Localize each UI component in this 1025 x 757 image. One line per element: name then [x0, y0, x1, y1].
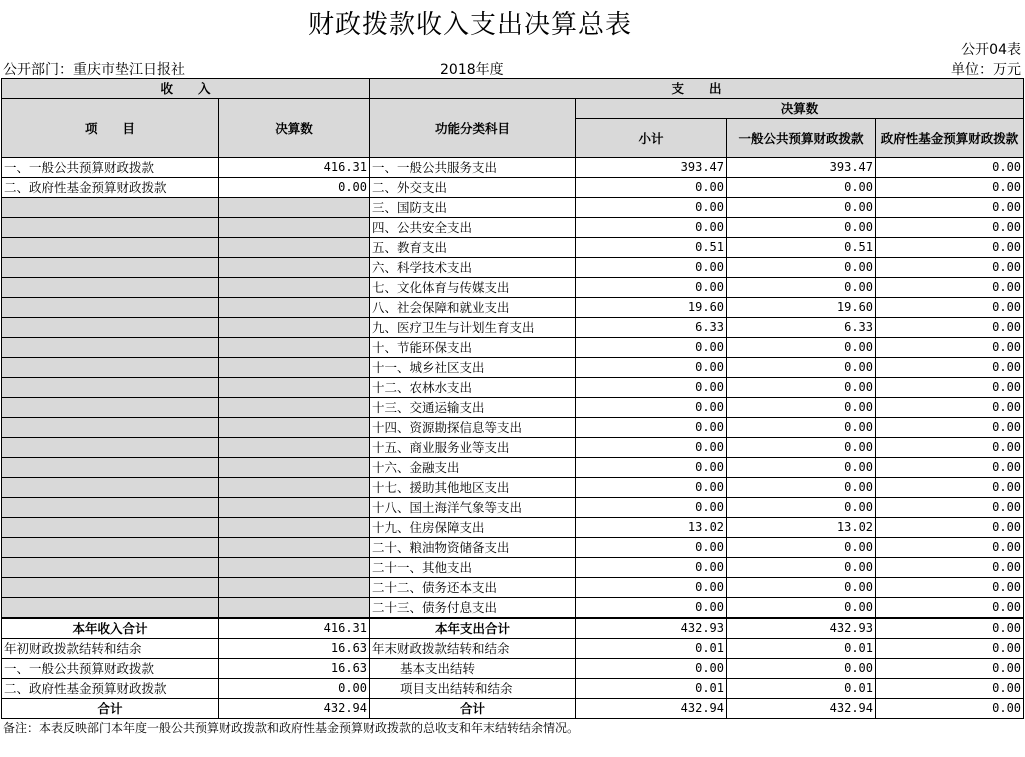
expense-gov-fund-value: 0.00 [876, 699, 1024, 719]
expense-item-label: 十、节能环保支出 [370, 338, 576, 358]
expense-gov-fund-value: 0.00 [876, 538, 1024, 558]
expense-item-label: 十八、国土海洋气象等支出 [370, 498, 576, 518]
expense-gov-fund-value: 0.00 [876, 158, 1024, 178]
final-amount-header: 决算数 [219, 99, 370, 158]
income-item-label [2, 478, 219, 498]
expense-subtotal-value: 0.00 [576, 218, 727, 238]
expense-subtotal-value: 0.00 [576, 418, 727, 438]
expense-item-label: 二十、粮油物资储备支出 [370, 538, 576, 558]
expense-subtotal-value: 0.00 [576, 538, 727, 558]
income-item-label [2, 318, 219, 338]
table-row [2, 639, 1024, 659]
expense-general-budget-value: 0.51 [727, 238, 876, 258]
expense-general-budget-value: 0.00 [727, 438, 876, 458]
table-row [2, 418, 1024, 438]
expense-subtotal-value: 0.00 [576, 398, 727, 418]
expense-general-budget-value: 432.94 [727, 699, 876, 719]
income-item-label: 二、政府性基金预算财政拨款 [2, 178, 219, 198]
income-total-label: 年初财政拨款结转和结余 [2, 639, 219, 659]
table-row [2, 198, 1024, 218]
expense-gov-fund-value: 0.00 [876, 659, 1024, 679]
expense-general-budget-value: 0.01 [727, 679, 876, 699]
income-item-value [219, 378, 370, 398]
expense-subtotal-value: 0.00 [576, 198, 727, 218]
form-number: 公开04表 [961, 42, 1021, 58]
page-title: 财政拨款收入支出决算总表 [307, 10, 632, 40]
expense-subtotal-value: 0.00 [576, 558, 727, 578]
expense-general-budget-value: 0.00 [727, 418, 876, 438]
income-item-label [2, 238, 219, 258]
table-row [2, 538, 1024, 558]
expense-general-budget-value: 0.00 [727, 578, 876, 598]
expense-subtotal-value: 0.00 [576, 278, 727, 298]
table-row [2, 438, 1024, 458]
expense-subtotal-value: 393.47 [576, 158, 727, 178]
expense-subtotal-value: 19.60 [576, 298, 727, 318]
income-item-label [2, 518, 219, 538]
expense-general-budget-value: 0.01 [727, 639, 876, 659]
table-row [2, 218, 1024, 238]
income-total-label: 二、政府性基金预算财政拨款 [2, 679, 219, 699]
expense-general-budget-value: 0.00 [727, 478, 876, 498]
expense-gov-fund-value: 0.00 [876, 318, 1024, 338]
income-item-value [219, 558, 370, 578]
expense-item-label: 二十二、债务还本支出 [370, 578, 576, 598]
expense-general-budget-value: 6.33 [727, 318, 876, 338]
expense-subtotal-value: 0.01 [576, 679, 727, 699]
income-total-value: 16.63 [219, 639, 370, 659]
function-class-header: 功能分类科目 [370, 99, 576, 158]
expense-item-label: 十六、金融支出 [370, 458, 576, 478]
total-row [2, 699, 1024, 719]
income-item-value [219, 298, 370, 318]
expense-gov-fund-value: 0.00 [876, 198, 1024, 218]
expense-gov-fund-value: 0.00 [876, 278, 1024, 298]
expense-gov-fund-value: 0.00 [876, 478, 1024, 498]
income-item-value [219, 478, 370, 498]
expense-general-budget-value: 0.00 [727, 458, 876, 478]
income-item-label [2, 218, 219, 238]
expense-subtotal-value: 13.02 [576, 518, 727, 538]
table-row [2, 238, 1024, 258]
income-item-label [2, 458, 219, 478]
expense-subtotal-value: 0.00 [576, 438, 727, 458]
expense-gov-fund-value: 0.00 [876, 438, 1024, 458]
income-item-value [219, 338, 370, 358]
expense-subtotal-value: 0.00 [576, 478, 727, 498]
income-item-label [2, 258, 219, 278]
expense-general-budget-value: 432.93 [727, 618, 876, 639]
income-item-value [219, 598, 370, 619]
expense-general-budget-value: 0.00 [727, 558, 876, 578]
fiscal-year: 2018年度 [440, 62, 504, 78]
expense-general-budget-value: 19.60 [727, 298, 876, 318]
income-header: 收 入 [2, 79, 370, 99]
income-item-label [2, 558, 219, 578]
expense-gov-fund-value: 0.00 [876, 418, 1024, 438]
expense-item-label: 一、一般公共服务支出 [370, 158, 576, 178]
table-row [2, 679, 1024, 699]
expense-item-label: 二、外交支出 [370, 178, 576, 198]
expense-gov-fund-value: 0.00 [876, 238, 1024, 258]
income-item-label [2, 418, 219, 438]
expense-item-label: 三、国防支出 [370, 198, 576, 218]
expense-item-label: 二十三、债务付息支出 [370, 598, 576, 619]
expense-general-budget-value: 0.00 [727, 398, 876, 418]
table-row [2, 498, 1024, 518]
income-item-label: 一、一般公共预算财政拨款 [2, 158, 219, 178]
expense-item-label: 十一、城乡社区支出 [370, 358, 576, 378]
table-row [2, 318, 1024, 338]
expense-item-label: 九、医疗卫生与计划生育支出 [370, 318, 576, 338]
expense-gov-fund-value: 0.00 [876, 518, 1024, 538]
expense-general-budget-value: 0.00 [727, 538, 876, 558]
expense-total-label: 本年支出合计 [370, 618, 576, 639]
expense-general-budget-value: 0.00 [727, 198, 876, 218]
expense-item-label: 八、社会保障和就业支出 [370, 298, 576, 318]
expense-subtotal-value: 6.33 [576, 318, 727, 338]
expense-item-label: 二十一、其他支出 [370, 558, 576, 578]
income-item-value [219, 458, 370, 478]
expense-general-budget-value: 0.00 [727, 498, 876, 518]
expense-general-budget-value: 0.00 [727, 358, 876, 378]
income-total-label: 本年收入合计 [2, 618, 219, 639]
table-row [2, 558, 1024, 578]
income-item-label [2, 598, 219, 619]
income-total-value: 432.94 [219, 699, 370, 719]
income-item-label [2, 578, 219, 598]
expense-total-label: 合计 [370, 699, 576, 719]
expense-subtotal-value: 0.00 [576, 498, 727, 518]
income-item-label [2, 538, 219, 558]
general-budget-header: 一般公共预算财政拨款 [727, 119, 876, 158]
income-item-label [2, 298, 219, 318]
income-item-value [219, 238, 370, 258]
expense-gov-fund-value: 0.00 [876, 338, 1024, 358]
expense-item-label: 十三、交通运输支出 [370, 398, 576, 418]
income-item-label [2, 378, 219, 398]
expense-gov-fund-value: 0.00 [876, 398, 1024, 418]
expense-item-label: 十九、住房保障支出 [370, 518, 576, 538]
income-item-value [219, 358, 370, 378]
footnote: 备注：本表反映部门本年度一般公共预算财政拨款和政府性基金预算财政拨款的总收支和年末结转结余情况。 [3, 721, 580, 735]
expense-subtotal-value: 0.00 [576, 578, 727, 598]
expense-subtotal-value: 0.00 [576, 659, 727, 679]
table-row [2, 478, 1024, 498]
subtotal-header: 小计 [576, 119, 727, 158]
income-item-value [219, 418, 370, 438]
expense-gov-fund-value: 0.00 [876, 618, 1024, 639]
expense-item-label: 十四、资源勘探信息等支出 [370, 418, 576, 438]
table-row [2, 458, 1024, 478]
income-item-value [219, 278, 370, 298]
expense-item-label: 十七、援助其他地区支出 [370, 478, 576, 498]
expense-item-label: 五、教育支出 [370, 238, 576, 258]
income-item-value [219, 578, 370, 598]
expense-general-budget-value: 0.00 [727, 598, 876, 619]
income-item-value [219, 498, 370, 518]
expense-gov-fund-value: 0.00 [876, 218, 1024, 238]
income-item-label [2, 498, 219, 518]
expense-general-budget-value: 0.00 [727, 659, 876, 679]
expense-general-budget-value: 0.00 [727, 278, 876, 298]
expense-general-budget-value: 0.00 [727, 378, 876, 398]
expense-item-label: 十五、商业服务业等支出 [370, 438, 576, 458]
expense-header: 支 出 [370, 79, 1024, 99]
expense-item-label: 七、文化体育与传媒支出 [370, 278, 576, 298]
income-item-value [219, 318, 370, 338]
income-item-value [219, 518, 370, 538]
income-item-value [219, 438, 370, 458]
table-row [2, 398, 1024, 418]
table-row [2, 518, 1024, 538]
expense-total-label: 基本支出结转 [370, 659, 576, 679]
income-total-value: 16.63 [219, 659, 370, 679]
expense-gov-fund-value: 0.00 [876, 639, 1024, 659]
expense-subtotal-value: 0.00 [576, 338, 727, 358]
expense-general-budget-value: 0.00 [727, 338, 876, 358]
income-total-value: 0.00 [219, 679, 370, 699]
table-row [2, 598, 1024, 619]
unit-label: 单位：万元 [951, 62, 1021, 78]
expense-gov-fund-value: 0.00 [876, 358, 1024, 378]
final-amount-group-header: 决算数 [576, 99, 1024, 119]
table-row [2, 258, 1024, 278]
expense-gov-fund-value: 0.00 [876, 378, 1024, 398]
income-item-value: 416.31 [219, 158, 370, 178]
expense-gov-fund-value: 0.00 [876, 178, 1024, 198]
income-item-value [219, 398, 370, 418]
expense-general-budget-value: 0.00 [727, 258, 876, 278]
table-row [2, 278, 1024, 298]
income-total-value: 416.31 [219, 618, 370, 639]
income-total-label: 一、一般公共预算财政拨款 [2, 659, 219, 679]
expense-general-budget-value: 0.00 [727, 218, 876, 238]
expense-gov-fund-value: 0.00 [876, 498, 1024, 518]
expense-total-label: 项目支出结转和结余 [370, 679, 576, 699]
expense-item-label: 十二、农林水支出 [370, 378, 576, 398]
expense-subtotal-value: 432.93 [576, 618, 727, 639]
expense-subtotal-value: 0.00 [576, 458, 727, 478]
table-row [2, 358, 1024, 378]
expense-subtotal-value: 0.00 [576, 178, 727, 198]
expense-gov-fund-value: 0.00 [876, 258, 1024, 278]
item-header: 项 目 [2, 99, 219, 158]
expense-gov-fund-value: 0.00 [876, 598, 1024, 619]
expense-subtotal-value: 0.51 [576, 238, 727, 258]
expense-subtotal-value: 0.00 [576, 258, 727, 278]
income-item-value [219, 538, 370, 558]
budget-table [1, 78, 1024, 719]
gov-fund-header: 政府性基金预算财政拨款 [876, 119, 1024, 158]
expense-general-budget-value: 0.00 [727, 178, 876, 198]
expense-subtotal-value: 432.94 [576, 699, 727, 719]
table-row [2, 158, 1024, 178]
expense-subtotal-value: 0.00 [576, 358, 727, 378]
expense-gov-fund-value: 0.00 [876, 558, 1024, 578]
expense-subtotal-value: 0.01 [576, 639, 727, 659]
income-item-label [2, 278, 219, 298]
table-row [2, 578, 1024, 598]
expense-total-label: 年末财政拨款结转和结余 [370, 639, 576, 659]
expense-general-budget-value: 13.02 [727, 518, 876, 538]
table-row [2, 338, 1024, 358]
expense-general-budget-value: 393.47 [727, 158, 876, 178]
department-label: 公开部门：重庆市垫江日报社 [3, 62, 185, 78]
table-row [2, 378, 1024, 398]
income-item-label [2, 338, 219, 358]
income-item-label [2, 438, 219, 458]
expense-gov-fund-value: 0.00 [876, 679, 1024, 699]
table-row [2, 659, 1024, 679]
total-row [2, 618, 1024, 639]
table-row [2, 298, 1024, 318]
expense-item-label: 四、公共安全支出 [370, 218, 576, 238]
expense-subtotal-value: 0.00 [576, 378, 727, 398]
expense-gov-fund-value: 0.00 [876, 458, 1024, 478]
expense-gov-fund-value: 0.00 [876, 298, 1024, 318]
income-item-value [219, 198, 370, 218]
expense-gov-fund-value: 0.00 [876, 578, 1024, 598]
income-item-value [219, 218, 370, 238]
income-item-label [2, 358, 219, 378]
income-total-label: 合计 [2, 699, 219, 719]
income-item-value: 0.00 [219, 178, 370, 198]
income-item-label [2, 398, 219, 418]
expense-item-label: 六、科学技术支出 [370, 258, 576, 278]
income-item-value [219, 258, 370, 278]
table-row [2, 178, 1024, 198]
income-item-label [2, 198, 219, 218]
expense-subtotal-value: 0.00 [576, 598, 727, 619]
